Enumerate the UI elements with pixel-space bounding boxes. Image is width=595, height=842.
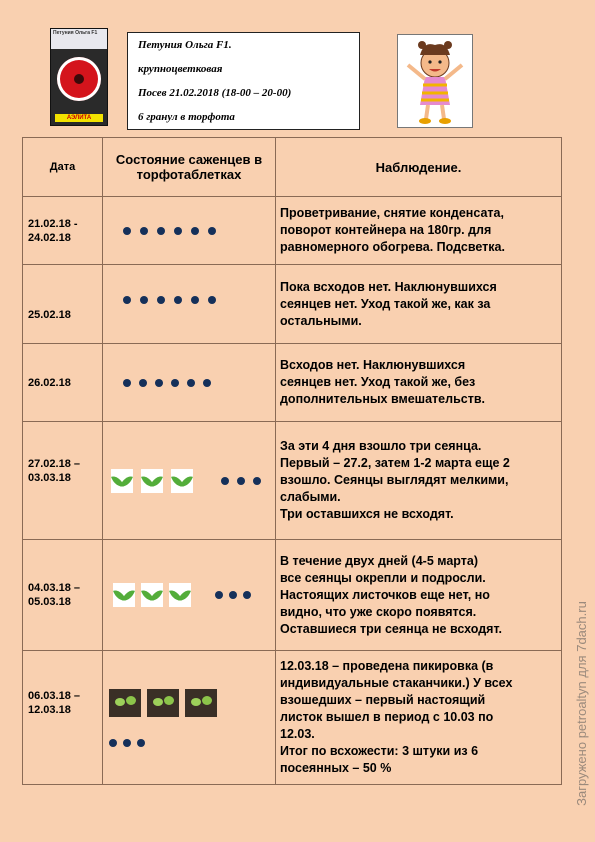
seed-dot-icon — [123, 379, 131, 387]
seed-dot-icon — [174, 296, 182, 304]
plants-cell — [103, 651, 276, 785]
note-cell — [276, 540, 562, 651]
seed-dot-icon — [208, 296, 216, 304]
note-cell — [276, 197, 562, 265]
note-line: остальными. — [280, 313, 362, 328]
note-cell — [276, 651, 562, 785]
seed-dot-icon — [203, 379, 211, 387]
seed-dot-icon — [171, 379, 179, 387]
table-row — [23, 344, 562, 422]
line-break — [109, 721, 229, 735]
info-line: Посев 21.02.2018 (18-00 – 20-00) — [138, 87, 292, 99]
note-line: индивидуальные стаканчики.) У всех — [280, 676, 513, 690]
table-row — [23, 651, 562, 785]
column-header-date: Дата — [23, 138, 103, 197]
column-header-state: Состояние саженцев в торфотаблетках — [103, 138, 276, 197]
note-line: Проветривание, снятие конденсата, — [280, 206, 504, 220]
info-line: Петуния Ольга F1. — [138, 39, 232, 51]
note-line: взошло. Сеянцы выглядят мелкими, — [280, 473, 509, 487]
note-line: слабыми. — [280, 490, 341, 504]
note-line: Пока всходов нет. Наклюнувшихся — [280, 279, 497, 294]
note-line: поворот контейнера на 180гр. для — [280, 223, 492, 237]
note-line: Итог по всхожести: 3 штуки из 6 — [280, 744, 479, 758]
seed-dot-icon — [109, 739, 117, 747]
date-cell: 27.02.18 – 03.03.18 — [23, 422, 103, 540]
sprout-icon — [171, 469, 193, 493]
seed-dot-icon — [157, 227, 165, 235]
sprout-icon — [111, 469, 133, 493]
date-cell: 26.02.18 — [23, 344, 103, 422]
seed-dot-icon — [191, 296, 199, 304]
sowing-info-box — [127, 32, 360, 130]
seed-dot-icon — [187, 379, 195, 387]
date-cell: 25.02.18 — [23, 265, 103, 344]
note-line: За эти 4 дня взошло три сеянца. — [280, 439, 482, 453]
seed-dot-icon — [221, 477, 229, 485]
table-header-row — [23, 138, 562, 197]
info-line: крупноцветковая — [138, 63, 223, 75]
note-line: Первый – 27.2, затем 1-2 марта еще 2 — [280, 456, 510, 470]
watermark-text: Загружено petroaltyn для 7dach.ru — [573, 600, 589, 806]
note-cell — [276, 422, 562, 540]
seedling-icon — [109, 689, 141, 717]
note-cell — [276, 344, 562, 422]
seed-dot-icon — [157, 296, 165, 304]
sprout-icon — [113, 583, 135, 607]
date-cell: 21.02.18 - 24.02.18 — [23, 197, 103, 265]
column-header-notes: Наблюдение. — [276, 138, 562, 197]
sprout-icon — [169, 583, 191, 607]
note-line: посеянных – 50 % — [280, 761, 392, 775]
seed-dot-icon — [155, 379, 163, 387]
plants-cell — [103, 540, 276, 651]
seed-packet-brand: АЭЛИТА — [55, 114, 103, 122]
table-row — [23, 422, 562, 540]
seed-dot-icon — [140, 296, 148, 304]
cartoon-girl-image — [397, 34, 473, 128]
seed-dot-icon — [123, 227, 131, 235]
seed-dot-icon — [123, 739, 131, 747]
seed-dot-icon — [253, 477, 261, 485]
table-row — [23, 540, 562, 651]
seed-dot-icon — [191, 227, 199, 235]
plants-cell — [103, 422, 276, 540]
date-cell: 06.03.18 – 12.03.18 — [23, 651, 103, 785]
note-line: видно, что уже скоро появятся. — [280, 604, 477, 619]
seed-dot-icon — [174, 227, 182, 235]
plants-cell — [103, 265, 276, 344]
seed-dot-icon — [140, 227, 148, 235]
note-line: Настоящих листочков еще нет, но — [280, 587, 490, 602]
note-line: В течение двух дней (4-5 марта) — [280, 553, 479, 568]
seedling-icon — [185, 689, 217, 717]
note-line: сеянцев нет. Уход такой же, без — [280, 375, 476, 389]
note-line: равномерного обогрева. Подсветка. — [280, 240, 505, 254]
sprout-icon — [141, 583, 163, 607]
seed-dot-icon — [243, 591, 251, 599]
seed-dot-icon — [229, 591, 237, 599]
note-line: 12.03. — [280, 727, 315, 741]
seed-packet-image — [50, 28, 108, 126]
note-line: листок вышел в период с 10.03 по — [280, 710, 494, 724]
observation-table — [22, 137, 562, 785]
note-line: Три оставшихся не всходят. — [280, 507, 454, 521]
seed-dot-icon — [123, 296, 131, 304]
seed-packet-title: Петуния Ольга F1 — [51, 29, 107, 49]
table-row — [23, 265, 562, 344]
note-line: дополнительных вмешательств. — [280, 392, 485, 406]
plants-cell — [103, 197, 276, 265]
seedling-icon — [147, 689, 179, 717]
seed-dot-icon — [208, 227, 216, 235]
note-line: Всходов нет. Наклюнувшихся — [280, 358, 466, 372]
note-line: взошедших – первый настоящий — [280, 693, 486, 707]
date-cell: 04.03.18 – 05.03.18 — [23, 540, 103, 651]
note-cell — [276, 265, 562, 344]
seed-dot-icon — [139, 379, 147, 387]
petunia-flower-image — [57, 57, 101, 101]
note-line: Оставшиеся три сеянца не всходят. — [280, 621, 502, 636]
seed-dot-icon — [237, 477, 245, 485]
note-line: 12.03.18 – проведена пикировка (в — [280, 659, 494, 673]
note-line: все сеянцы окрепли и подросли. — [280, 570, 486, 585]
table-row — [23, 197, 562, 265]
sprout-icon — [141, 469, 163, 493]
note-line: сеянцев нет. Уход такой же, как за — [280, 296, 491, 311]
plants-cell — [103, 344, 276, 422]
seed-dot-icon — [137, 739, 145, 747]
watermark — [568, 572, 594, 834]
info-line: 6 гранул в торфота — [138, 111, 235, 123]
seed-dot-icon — [215, 591, 223, 599]
